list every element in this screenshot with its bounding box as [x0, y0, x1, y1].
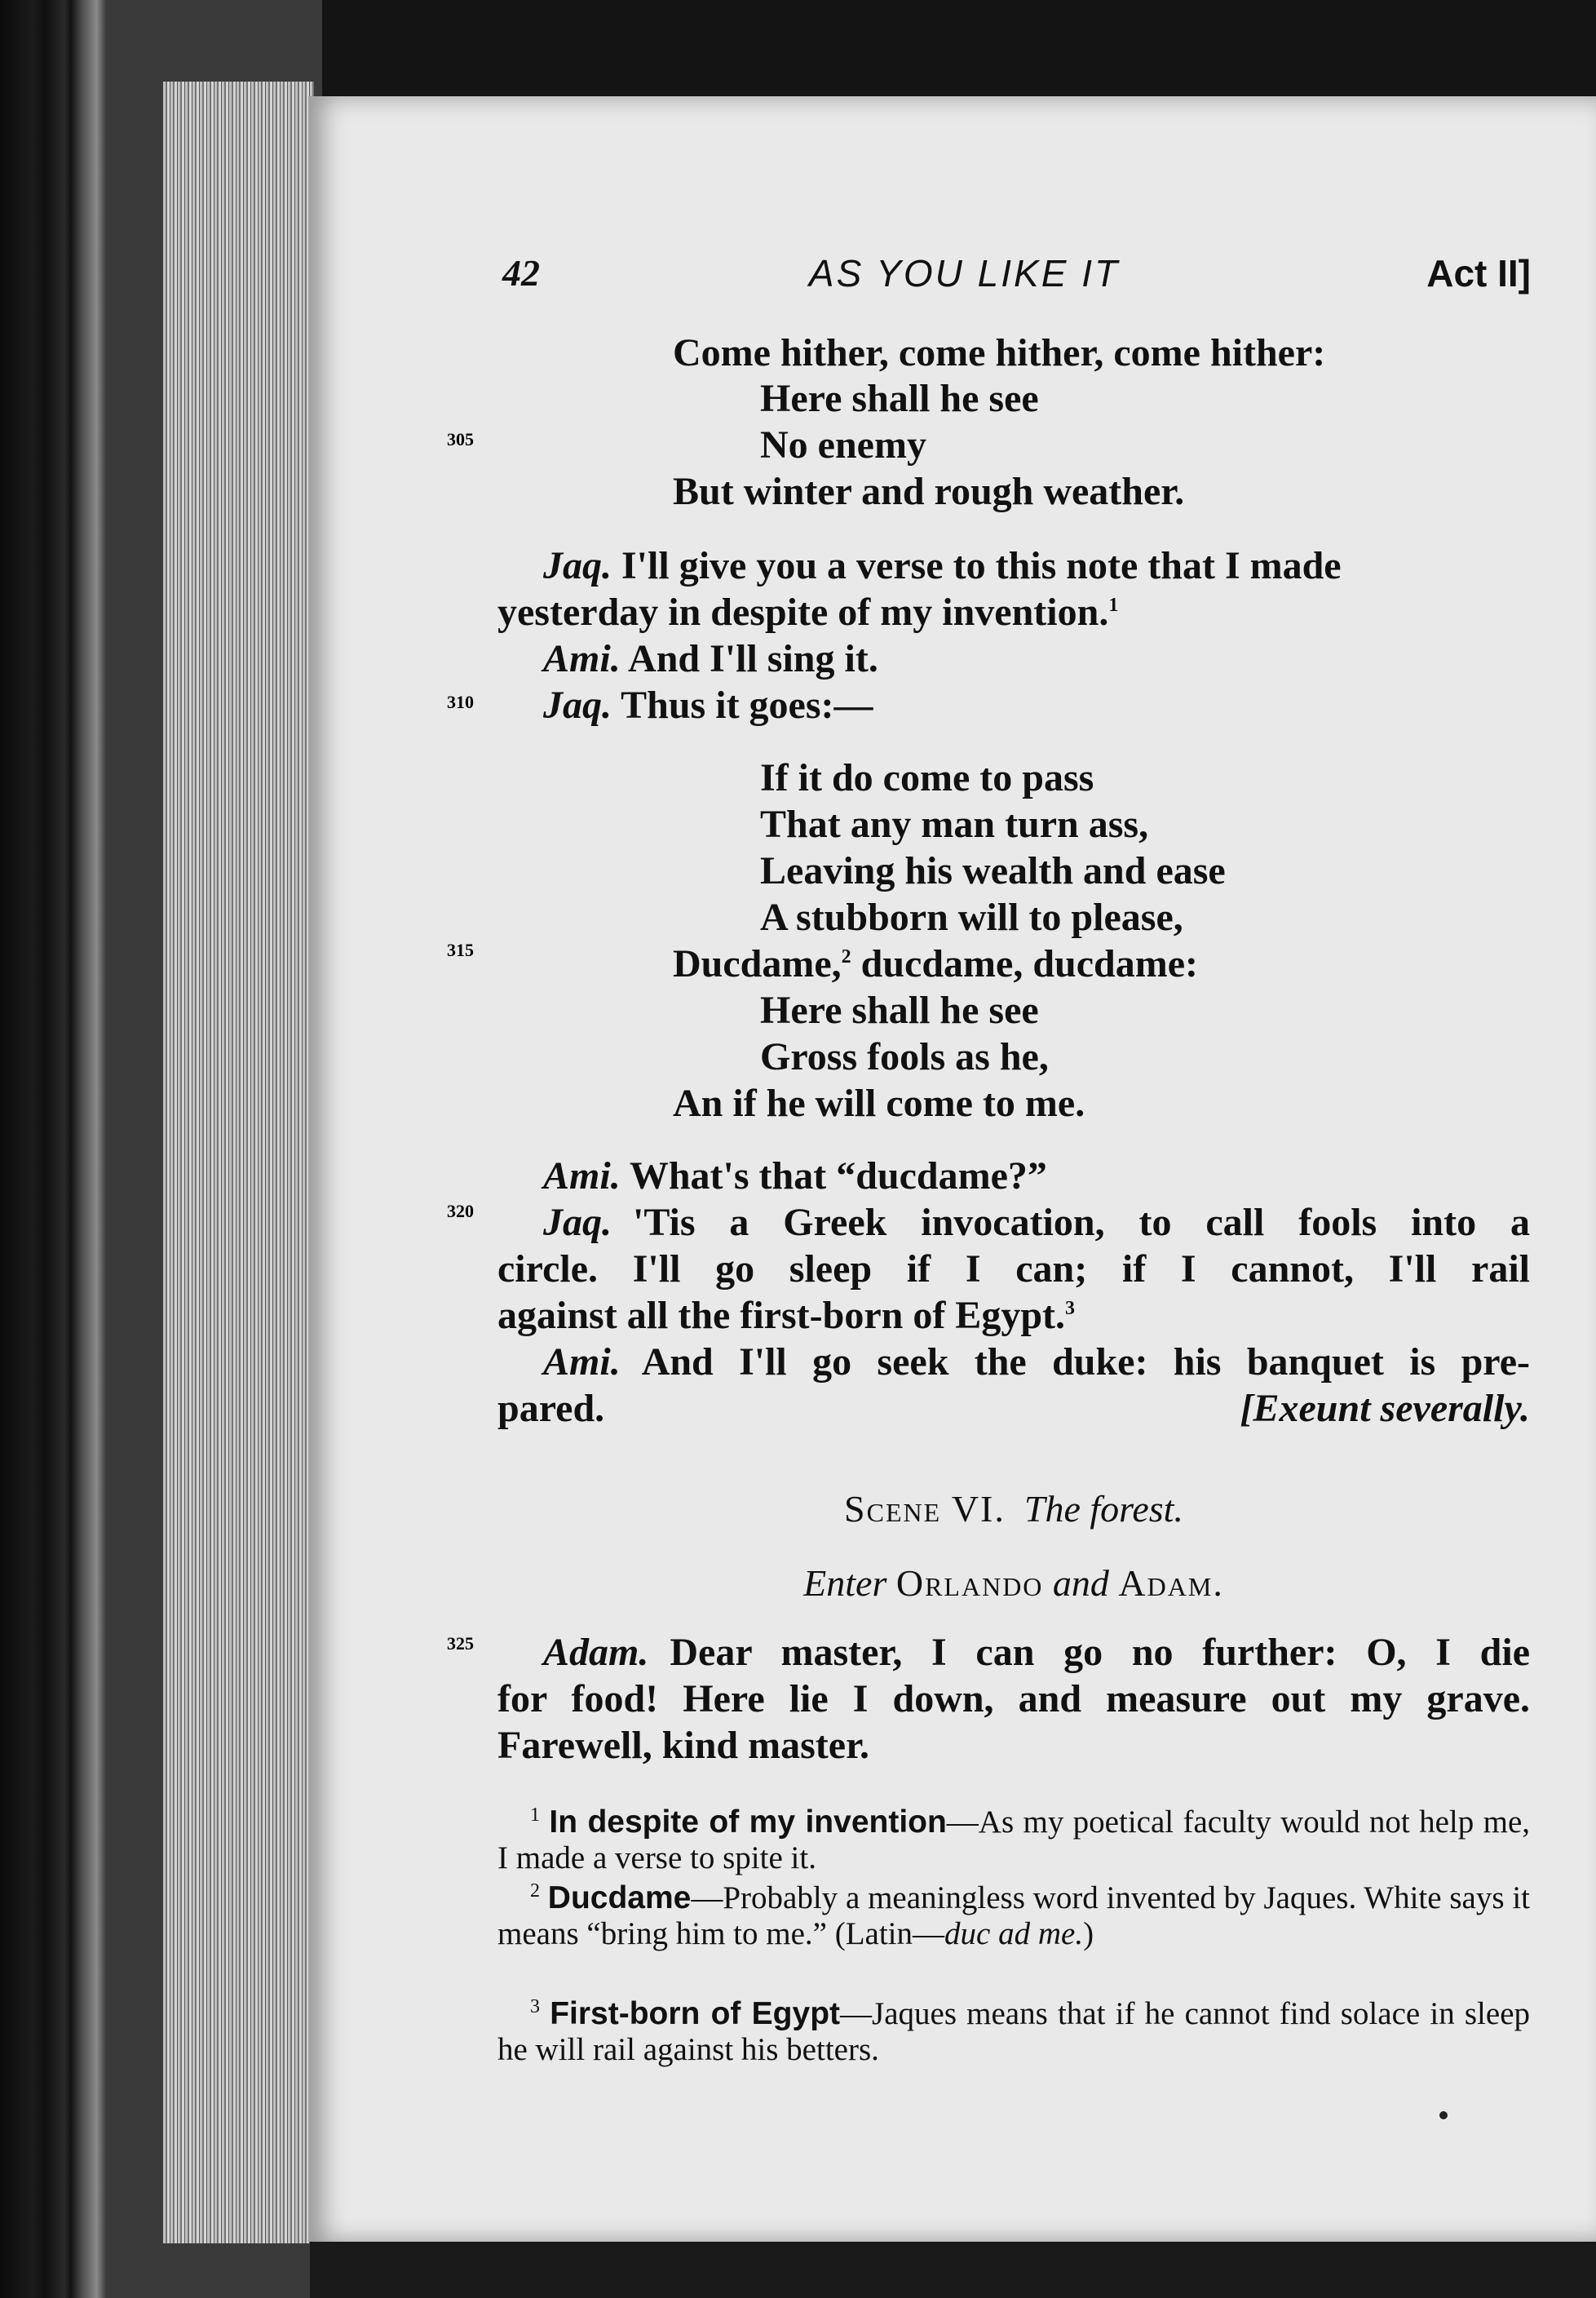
speech-text: What's that “ducdame?”	[629, 1154, 1047, 1198]
running-title: AS YOU LIKE IT	[808, 252, 1121, 294]
verse-line: An if he will come to me.	[673, 1082, 1085, 1125]
line-number: 305	[447, 429, 474, 449]
footnote-text: —Probably a meaningless word invented by Jaques. White says it means “bring him to me.” (Latin—	[497, 1880, 1531, 1951]
footnote	[497, 1873, 1530, 1952]
footnote-number: 1	[530, 1804, 540, 1826]
book-page	[308, 96, 1596, 2242]
footnote-number: 2	[530, 1880, 540, 1902]
speaker-name: Jaq.	[543, 1201, 612, 1244]
verse-line: Leaving his wealth and ease	[760, 849, 1226, 892]
verse-line: A stubborn will to please,	[760, 896, 1183, 939]
act-label: Act II]	[1426, 252, 1531, 294]
line-number: 315	[447, 940, 474, 960]
footnote-text: —As my poetical faculty would not help me, I made a verse to spite it.	[497, 1804, 1530, 1875]
footnote-term: Ducdame	[547, 1880, 692, 1915]
verse-line: Come hither, come hither, come hither:	[673, 331, 1326, 374]
verse-line: But winter and rough weather.	[673, 470, 1185, 513]
scene-location: The forest.	[1023, 1488, 1183, 1530]
footnote-italic: duc ad me.	[944, 1916, 1084, 1951]
footnote-term: In despite of my invention	[549, 1804, 947, 1840]
dialog-line	[543, 683, 873, 728]
speech-text: yesterday in despite of my invention.	[497, 591, 1109, 634]
dialog-line	[543, 636, 878, 681]
footnote	[497, 1989, 1530, 2068]
speaker-name: Ami.	[543, 637, 621, 680]
footnote-number: 3	[530, 1996, 540, 2017]
verse-line: No enemy	[760, 423, 926, 467]
speech-text: pared.	[497, 1387, 605, 1430]
dialog-line	[543, 543, 1342, 588]
speaker-name: Ami.	[543, 1154, 621, 1198]
enter-word: Enter	[803, 1562, 887, 1604]
verse-line: Here shall he see	[760, 377, 1039, 420]
dialog-line	[543, 1153, 1047, 1198]
verse-line: If it do come to pass	[760, 756, 1094, 799]
character-name: Adam.	[1118, 1562, 1224, 1604]
speech-text: Dear master, I can go no further: O, I die	[670, 1631, 1530, 1674]
bottom-edge-shadow	[310, 2242, 1596, 2298]
dialog-line: circle. I'll go sleep if I can; if I cannot, I'll rail	[497, 1247, 1530, 1291]
page-body	[497, 96, 1530, 2242]
character-name: Orlando	[895, 1562, 1044, 1604]
dialog-line: Farewell, kind master.	[497, 1724, 869, 1767]
dialog-line	[497, 1386, 1530, 1431]
speech-text: I'll give you a verse to this note that I made	[621, 544, 1342, 587]
dialog-line	[543, 1630, 1530, 1675]
and-word: and	[1052, 1562, 1109, 1604]
footnote-ref: 1	[1108, 595, 1119, 616]
speech-text: 'Tis a Greek invocation, to call fools into a	[633, 1201, 1530, 1244]
footnote-ref: 2	[841, 946, 851, 967]
scene-heading	[497, 1487, 1530, 1530]
speech-text: against all the first-born of Egypt.	[497, 1294, 1065, 1337]
scene-label: Scene VI.	[844, 1488, 1006, 1530]
dialog-line	[497, 590, 1118, 635]
ink-speck	[1439, 2111, 1448, 2119]
verse-line	[673, 941, 1198, 986]
verse-line: Here shall he see	[760, 989, 1039, 1032]
page-number: 42	[502, 252, 540, 294]
speaker-name: Jaq.	[543, 544, 612, 587]
line-number: 325	[447, 1633, 474, 1654]
speaker-name: Jaq.	[543, 684, 612, 727]
footnote	[497, 1797, 1530, 1876]
entrance-direction	[497, 1561, 1530, 1605]
footnote-ref: 3	[1065, 1298, 1075, 1319]
verse-word: ducdame, ducdame:	[860, 942, 1198, 985]
verse-line: Gross fools as he,	[760, 1035, 1049, 1078]
footnote-text: —Jaques means that if he cannot find solace in sleep he will rail against his betters.	[497, 1996, 1531, 2067]
dialog-line	[543, 1339, 1530, 1384]
speech-text: And I'll go seek the duke: his banquet is pre-	[641, 1340, 1530, 1384]
stage-direction: [Exeunt severally.	[1240, 1387, 1530, 1430]
footnote-term: First-born of Egypt	[550, 1996, 841, 2031]
line-number: 320	[447, 1201, 474, 1221]
verse-word: Ducdame,	[673, 942, 842, 985]
verse-line: That any man turn ass,	[760, 803, 1149, 846]
page-edges	[163, 82, 314, 2243]
dialog-line	[497, 1293, 1075, 1338]
line-number: 310	[447, 692, 474, 712]
speaker-name: Ami.	[543, 1340, 621, 1384]
speech-text: Thus it goes:—	[621, 684, 873, 727]
speech-text: And I'll sing it.	[628, 637, 878, 680]
speaker-name: Adam.	[543, 1631, 649, 1674]
dialog-line: for food! Here lie I down, and measure out my grave.	[497, 1677, 1530, 1720]
footnote-text: )	[1083, 1916, 1094, 1951]
dialog-line	[543, 1200, 1530, 1245]
